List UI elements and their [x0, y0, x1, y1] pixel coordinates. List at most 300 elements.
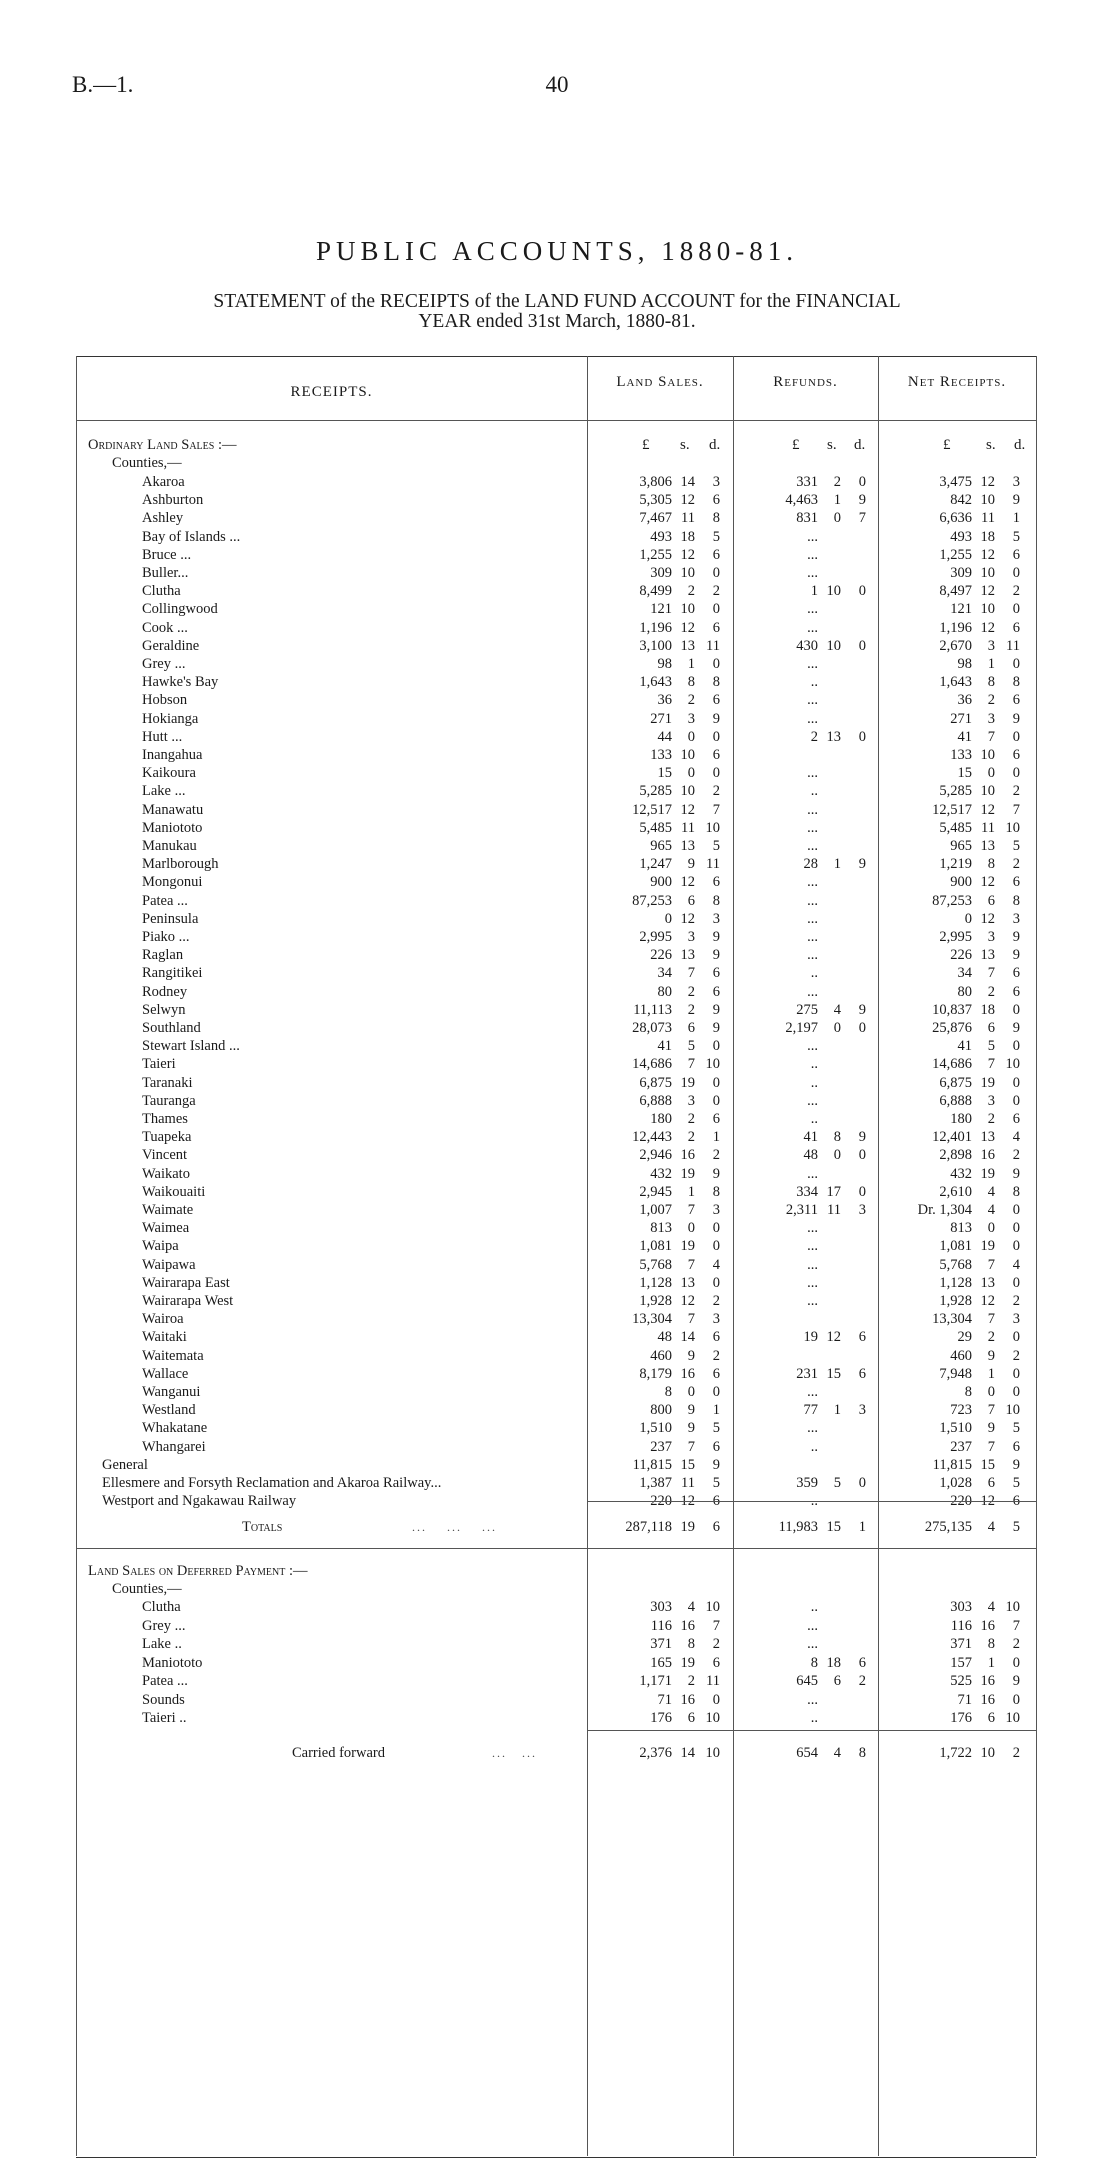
net-pounds: 13,304 — [932, 1311, 972, 1328]
net-shillings: 1 — [987, 1365, 995, 1382]
county-name: Taieri — [142, 1056, 176, 1073]
refund-shillings: 1 — [833, 856, 841, 873]
land-shillings: 12 — [680, 801, 695, 818]
land-pence: 7 — [712, 801, 720, 818]
land-pence: 6 — [712, 747, 720, 763]
land-pounds: 371 — [650, 1636, 672, 1652]
net-shillings: 8 — [987, 674, 995, 691]
land-shillings: 0 — [687, 1220, 695, 1237]
table-row — [72, 473, 1042, 491]
land-pence: 0 — [712, 728, 720, 745]
section-deferred-heading — [72, 1562, 1042, 1580]
land-pounds: 71 — [657, 1691, 672, 1708]
land-shillings: 12 — [680, 874, 695, 891]
table-row — [72, 1037, 1042, 1055]
land-shillings: 13 — [680, 838, 695, 854]
land-pounds: 98 — [657, 656, 672, 672]
table-row — [72, 1219, 1042, 1237]
net-shillings: 12 — [980, 474, 995, 490]
refund-pounds: .. — [810, 1599, 818, 1615]
refund-pence: 0 — [858, 1147, 866, 1164]
county-name: Whangarei — [142, 1438, 206, 1455]
net-pounds: 1,219 — [939, 856, 972, 873]
refund-pounds: ... — [807, 1617, 818, 1634]
net-receipts-column-header: Net Receipts. — [907, 374, 1007, 390]
carried-net-pounds: 1,722 — [939, 1745, 972, 1761]
land-pence: 11 — [706, 856, 720, 873]
land-pounds: 3,806 — [639, 474, 672, 490]
totals-land-shillings: 19 — [680, 1519, 695, 1535]
county-name: Waikouaiti — [142, 1183, 206, 1200]
table-row — [72, 1672, 1042, 1690]
refund-pounds: 275 — [796, 1001, 818, 1018]
county-name: Ellesmere and Forsyth Reclamation and Akaroa Railway... — [102, 1475, 442, 1491]
table-row — [72, 1617, 1042, 1635]
totals-net-pounds: 275,135 — [924, 1519, 972, 1535]
refund-pounds: 831 — [796, 510, 818, 527]
net-shillings: 6 — [987, 1710, 995, 1726]
net-pence: 0 — [1012, 728, 1020, 745]
refund-shillings: 10 — [826, 583, 841, 600]
net-pence: 0 — [1012, 656, 1020, 672]
refund-shillings: 1 — [833, 1402, 841, 1419]
refund-pence: 0 — [858, 728, 866, 745]
county-name: Maniototo — [142, 1654, 203, 1671]
land-pounds: 1,255 — [639, 546, 672, 563]
net-pence: 9 — [1012, 929, 1020, 945]
land-pounds: 121 — [650, 601, 672, 618]
land-shillings: 10 — [680, 565, 695, 581]
table-row — [72, 837, 1042, 855]
refund-pounds: 430 — [796, 637, 818, 654]
net-shillings: 18 — [980, 1001, 995, 1018]
land-pounds: 11,815 — [632, 1456, 672, 1473]
net-pence: 3 — [1012, 910, 1020, 927]
table-row — [72, 637, 1042, 655]
net-pence: 9 — [1012, 492, 1020, 509]
section-ordinary-heading — [72, 436, 1042, 454]
land-pence: 2 — [712, 1147, 720, 1164]
land-pounds: 900 — [650, 874, 672, 891]
net-shillings: 1 — [987, 1654, 995, 1671]
land-shillings: 12 — [680, 619, 695, 636]
refund-pounds: ... — [807, 1256, 818, 1273]
refund-pounds: ... — [807, 929, 818, 945]
carried-land-pence: 10 — [705, 1745, 720, 1761]
net-shillings: 10 — [980, 747, 995, 763]
net-pounds: 813 — [950, 1220, 972, 1237]
land-shillings: 16 — [680, 1147, 695, 1164]
net-pounds: 116 — [950, 1617, 972, 1634]
table-row — [72, 1274, 1042, 1292]
net-shillings: 12 — [980, 1493, 995, 1510]
land-pounds: 15 — [657, 765, 672, 782]
land-pounds: 813 — [650, 1220, 672, 1237]
refund-shillings: 15 — [826, 1365, 841, 1382]
net-pounds: 842 — [950, 492, 972, 509]
land-shillings: 13 — [680, 1274, 695, 1291]
refund-pence: 0 — [858, 1183, 866, 1200]
refund-pounds: ... — [807, 892, 818, 909]
net-pounds: 2,670 — [939, 637, 972, 654]
county-name: Wallace — [142, 1365, 189, 1382]
carried-land-shillings: 14 — [680, 1745, 695, 1761]
county-name: Waimate — [142, 1202, 194, 1218]
net-pounds-unit: £ — [943, 437, 951, 453]
net-pence: 0 — [1012, 1074, 1020, 1091]
totals-land-pence: 6 — [712, 1519, 720, 1535]
land-shillings: 12 — [680, 1493, 695, 1510]
land-shillings: 0 — [687, 1384, 695, 1400]
refund-pounds: ... — [807, 692, 818, 709]
land-pence: 8 — [712, 674, 720, 691]
land-pounds: 176 — [650, 1710, 672, 1726]
refund-pounds: .. — [810, 1710, 818, 1726]
refund-pence: 6 — [858, 1654, 866, 1671]
land-shillings: 18 — [680, 528, 695, 545]
refund-pounds: ... — [807, 983, 818, 1000]
land-pounds: 432 — [650, 1165, 672, 1182]
net-shillings: 19 — [980, 1238, 995, 1255]
net-pence: 10 — [1005, 819, 1020, 836]
county-name: Rodney — [142, 983, 188, 1000]
land-pence: 5 — [712, 1420, 720, 1437]
net-pence: 5 — [1012, 838, 1020, 854]
net-pence: 0 — [1012, 1691, 1020, 1708]
table-row — [72, 892, 1042, 910]
refund-pence: 9 — [858, 1001, 866, 1018]
carried-refund-pounds: 654 — [796, 1745, 818, 1761]
carried-net-pence: 2 — [1012, 1745, 1020, 1761]
refund-pounds: ... — [807, 619, 818, 636]
land-shillings: 2 — [687, 583, 695, 600]
net-pounds: 8,497 — [939, 583, 972, 600]
net-pounds: 432 — [950, 1165, 972, 1182]
net-pence: 7 — [1012, 801, 1020, 818]
net-shillings: 3 — [987, 1092, 995, 1109]
totals-net-shillings: 4 — [987, 1519, 995, 1535]
table-row — [72, 1165, 1042, 1183]
net-pence: 3 — [1012, 1311, 1020, 1328]
land-pounds: 1,171 — [639, 1673, 672, 1689]
refund-pounds: ... — [807, 1038, 818, 1055]
land-pence: 2 — [712, 1293, 720, 1309]
county-name: Bay of Islands ... — [142, 528, 241, 545]
refund-pence: 0 — [858, 583, 866, 600]
land-shillings: 9 — [687, 1347, 695, 1364]
net-shillings: 1 — [987, 656, 995, 672]
net-shillings: 7 — [987, 728, 995, 745]
land-pence: 8 — [712, 1183, 720, 1200]
land-pence: 3 — [712, 1311, 720, 1328]
net-pounds: 133 — [950, 747, 972, 763]
county-name: Southland — [142, 1020, 201, 1036]
land-pence: 0 — [712, 1238, 720, 1255]
land-shillings: 19 — [680, 1165, 695, 1182]
county-name: Taranaki — [142, 1074, 193, 1091]
land-pounds: 80 — [657, 983, 672, 1000]
county-name: Ashburton — [142, 492, 204, 509]
table-row — [72, 1183, 1042, 1201]
net-pounds: 34 — [957, 965, 972, 982]
net-pounds: 7,948 — [939, 1365, 972, 1382]
land-pounds: 6,888 — [639, 1092, 672, 1109]
county-name: Collingwood — [142, 601, 218, 618]
table-row — [72, 1128, 1042, 1146]
land-shillings: 0 — [687, 728, 695, 745]
land-pence: 0 — [712, 1074, 720, 1091]
land-shillings: 12 — [680, 910, 695, 927]
refund-pounds: ... — [807, 1636, 818, 1652]
land-pounds: 116 — [650, 1617, 672, 1634]
counties-subheading-row — [72, 454, 1042, 472]
net-pounds: 25,876 — [932, 1020, 972, 1036]
table-row — [72, 1598, 1042, 1616]
land-sales-shillings-unit: s. — [680, 437, 690, 453]
county-name: Wairarapa West — [142, 1293, 234, 1309]
land-shillings: 4 — [687, 1599, 695, 1615]
net-pounds: 6,875 — [939, 1074, 972, 1091]
land-pounds: 8,179 — [639, 1365, 672, 1382]
table-row — [72, 746, 1042, 764]
county-name: Maniototo — [142, 819, 203, 836]
refund-pence: 3 — [858, 1202, 866, 1218]
net-shillings: 5 — [987, 1038, 995, 1055]
refund-pounds: ... — [807, 1384, 818, 1400]
table-row — [72, 1419, 1042, 1437]
net-shillings: 4 — [987, 1599, 995, 1615]
land-pence: 2 — [712, 1347, 720, 1364]
refund-pence: 0 — [858, 1020, 866, 1036]
net-pounds: 5,768 — [939, 1256, 972, 1273]
refund-pounds: .. — [810, 783, 818, 800]
net-pounds: 5,285 — [939, 783, 972, 800]
refund-pounds: .. — [810, 1493, 818, 1510]
table-row — [72, 910, 1042, 928]
net-pence: 9 — [1012, 1673, 1020, 1689]
net-shillings: 7 — [987, 965, 995, 982]
refund-pounds: 334 — [796, 1183, 818, 1200]
land-shillings: 16 — [680, 1365, 695, 1382]
county-name: Rangitikei — [142, 965, 203, 982]
net-shillings: 15 — [980, 1456, 995, 1473]
net-pounds: 157 — [950, 1654, 972, 1671]
table-row — [72, 1110, 1042, 1128]
land-pence: 9 — [712, 1456, 720, 1473]
land-shillings: 19 — [680, 1074, 695, 1091]
land-pence: 6 — [712, 1365, 720, 1382]
land-pence: 6 — [712, 1654, 720, 1671]
net-pence: 9 — [1012, 947, 1020, 964]
land-pence: 2 — [712, 583, 720, 600]
refund-shillings: 0 — [833, 1147, 841, 1164]
land-shillings: 2 — [687, 692, 695, 709]
land-shillings: 2 — [687, 1673, 695, 1689]
net-pence: 6 — [1012, 692, 1020, 709]
net-pounds: 98 — [957, 656, 972, 672]
refund-pounds: 2 — [810, 728, 818, 745]
county-name: Tuapeka — [142, 1129, 192, 1146]
land-pounds: 34 — [657, 965, 672, 982]
county-name: Whakatane — [142, 1420, 208, 1437]
net-pounds: 460 — [950, 1347, 972, 1364]
net-pence: 9 — [1012, 1165, 1020, 1182]
net-pounds: 6,636 — [939, 510, 972, 527]
net-pounds: 8 — [964, 1384, 972, 1400]
net-pounds: 309 — [950, 565, 972, 581]
land-sales-column-header: Land Sales. — [616, 374, 704, 390]
land-pounds: 2,945 — [639, 1183, 672, 1200]
net-pounds: 271 — [950, 710, 972, 727]
net-shillings: 19 — [980, 1074, 995, 1091]
table-row — [72, 1237, 1042, 1255]
net-shillings-unit: s. — [986, 437, 996, 453]
net-pounds: 121 — [950, 601, 972, 618]
county-name: Wairoa — [142, 1311, 184, 1328]
net-pence: 6 — [1012, 546, 1020, 563]
table-row — [72, 710, 1042, 728]
table-row — [72, 1691, 1042, 1709]
land-shillings: 13 — [680, 637, 695, 654]
net-pence: 0 — [1012, 765, 1020, 782]
net-pence: 0 — [1012, 1329, 1020, 1346]
land-pence: 5 — [712, 528, 720, 545]
land-pence: 6 — [712, 546, 720, 563]
net-pence: 9 — [1012, 710, 1020, 727]
net-pence: 6 — [1012, 1493, 1020, 1510]
county-name: Waitemata — [142, 1347, 204, 1364]
county-name: Waimea — [142, 1220, 190, 1237]
table-row — [72, 528, 1042, 546]
land-pence: 9 — [712, 929, 720, 945]
table-row — [72, 564, 1042, 582]
land-pence: 6 — [712, 983, 720, 1000]
net-pounds: 965 — [950, 838, 972, 854]
net-pounds: 41 — [957, 1038, 972, 1055]
net-shillings: 10 — [980, 492, 995, 509]
land-pounds: 1,387 — [639, 1475, 672, 1491]
net-pence: 2 — [1012, 856, 1020, 873]
net-shillings: 16 — [980, 1691, 995, 1708]
land-shillings: 1 — [687, 1183, 695, 1200]
land-shillings: 16 — [680, 1617, 695, 1634]
land-pounds: 271 — [650, 710, 672, 727]
net-pence: 0 — [1012, 1001, 1020, 1018]
land-pence: 0 — [712, 1038, 720, 1055]
subtitle-line-2: YEAR ended 31st March, 1880-81. — [418, 311, 696, 332]
refund-pounds: 2,197 — [785, 1020, 818, 1036]
net-shillings: 2 — [987, 1329, 995, 1346]
land-pence: 6 — [712, 492, 720, 509]
land-pence: 9 — [712, 947, 720, 964]
land-shillings: 10 — [680, 601, 695, 618]
land-pounds: 965 — [650, 838, 672, 854]
refund-pounds: 1 — [810, 583, 818, 600]
land-shillings: 1 — [687, 656, 695, 672]
table-row — [72, 1146, 1042, 1164]
net-shillings: 12 — [980, 583, 995, 600]
land-pounds: 41 — [657, 1038, 672, 1055]
county-name: Kaikoura — [142, 765, 196, 782]
totals-net-pence: 5 — [1012, 1519, 1020, 1535]
land-shillings: 7 — [687, 1311, 695, 1328]
net-pounds: 41 — [957, 728, 972, 745]
net-pence: 2 — [1012, 1147, 1020, 1164]
refund-pounds: 4,463 — [785, 492, 818, 509]
table-row — [72, 1328, 1042, 1346]
land-pence: 6 — [712, 692, 720, 709]
land-pounds: 5,285 — [639, 783, 672, 800]
land-pounds: 1,196 — [639, 619, 672, 636]
net-pounds: 15 — [957, 765, 972, 782]
land-pence: 0 — [712, 765, 720, 782]
net-pence: 5 — [1012, 1420, 1020, 1437]
table-row — [72, 983, 1042, 1001]
refund-shillings: 6 — [833, 1673, 841, 1689]
totals-refund-shillings: 15 — [826, 1519, 841, 1535]
refund-pence: 7 — [858, 510, 866, 527]
refund-pounds: ... — [807, 1274, 818, 1291]
table-row — [72, 582, 1042, 600]
net-pounds: 36 — [957, 692, 972, 709]
net-pounds: 12,401 — [932, 1129, 972, 1146]
land-pence: 6 — [712, 1438, 720, 1455]
land-shillings: 2 — [687, 1129, 695, 1146]
table-row — [72, 691, 1042, 709]
page-number: 40 — [545, 72, 569, 97]
refund-shillings: 8 — [833, 1129, 841, 1146]
land-pounds: 28,073 — [632, 1020, 672, 1036]
land-pounds: 2,946 — [639, 1147, 672, 1164]
document-code: B.—1. — [72, 72, 134, 97]
net-pence: 2 — [1012, 583, 1020, 600]
statement-subtitle — [90, 292, 1024, 332]
county-name: Manukau — [142, 838, 197, 854]
ordinary-land-sales-heading: Ordinary Land Sales :— — [88, 437, 237, 453]
land-pounds: 87,253 — [632, 892, 672, 909]
land-pence: 11 — [706, 1673, 720, 1689]
land-shillings: 11 — [681, 819, 695, 836]
land-pence: 3 — [712, 910, 720, 927]
net-pence: 6 — [1012, 983, 1020, 1000]
land-shillings: 5 — [687, 1038, 695, 1055]
net-shillings: 8 — [987, 1636, 995, 1652]
county-name: Hutt ... — [142, 728, 183, 745]
refund-shillings: 2 — [833, 474, 841, 490]
land-pence: 9 — [712, 710, 720, 727]
refund-pounds: ... — [807, 546, 818, 563]
refund-pounds: ... — [807, 801, 818, 818]
net-pence: 6 — [1012, 747, 1020, 763]
net-pounds: 2,898 — [939, 1147, 972, 1164]
net-pence: 3 — [1012, 474, 1020, 490]
table-row — [72, 1365, 1042, 1383]
land-pence: 9 — [712, 1165, 720, 1182]
refund-pounds: 48 — [803, 1147, 818, 1164]
net-pence: 9 — [1012, 1020, 1020, 1036]
net-shillings: 4 — [987, 1183, 995, 1200]
land-pounds: 309 — [650, 565, 672, 581]
land-pence: 8 — [712, 892, 720, 909]
net-shillings: 12 — [980, 910, 995, 927]
deferred-payment-heading: Land Sales on Deferred Payment :— — [88, 1563, 308, 1579]
net-pence: 8 — [1012, 674, 1020, 691]
net-shillings: 2 — [987, 1111, 995, 1127]
county-name: Grey ... — [142, 656, 186, 672]
net-pounds: 0 — [964, 910, 972, 927]
refund-pounds: ... — [807, 874, 818, 891]
net-shillings: 16 — [980, 1147, 995, 1164]
